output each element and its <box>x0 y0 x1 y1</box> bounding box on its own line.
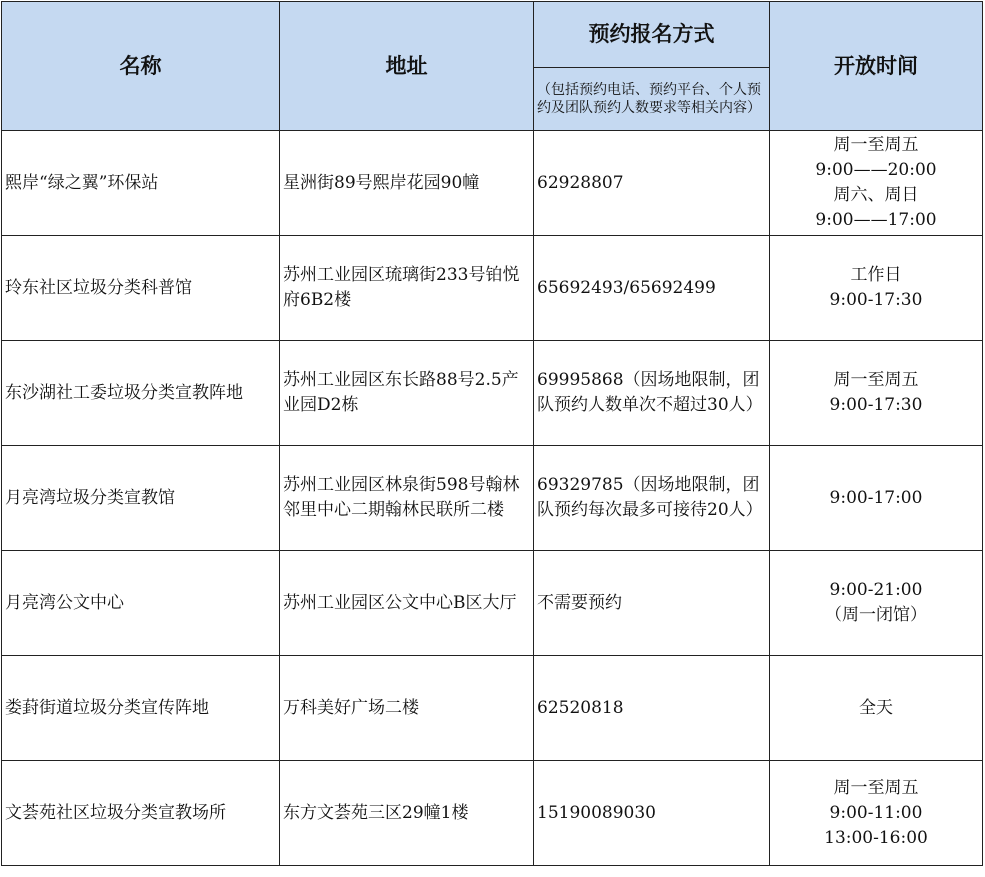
header-address: 地址 <box>280 2 534 131</box>
cell-address: 苏州工业园区公文中心B区大厅 <box>280 551 534 656</box>
cell-booking: 不需要预约 <box>534 551 770 656</box>
header-hours: 开放时间 <box>770 2 983 131</box>
table-row <box>2 341 983 446</box>
cell-address: 苏州工业园区东长路88号2.5产业园D2栋 <box>280 341 534 446</box>
cell-address: 苏州工业园区林泉街598号翰林邻里中心二期翰林民联所二楼 <box>280 446 534 551</box>
hours-line: 周六、周日 <box>833 185 919 205</box>
hours-line: 9:00-17:30 <box>829 395 923 415</box>
cell-name: 月亮湾垃圾分类宣教馆 <box>2 446 280 551</box>
hours-line: 周一至周五 <box>833 370 919 390</box>
cell-hours <box>770 761 983 866</box>
cell-booking: 15190089030 <box>534 761 770 866</box>
cell-booking: 65692493/65692499 <box>534 236 770 341</box>
cell-booking: 69329785（因场地限制，团队预约每次最多可接待20人） <box>534 446 770 551</box>
cell-name: 娄葑街道垃圾分类宣传阵地 <box>2 656 280 761</box>
table-row <box>2 131 983 236</box>
header-booking-note: （包括预约电话、预约平台、个人预约及团队预约人数要求等相关内容） <box>534 68 770 131</box>
cell-booking: 62520818 <box>534 656 770 761</box>
cell-name: 玲东社区垃圾分类科普馆 <box>2 236 280 341</box>
hours-line: 9:00-17:30 <box>829 290 923 310</box>
cell-address: 万科美好广场二楼 <box>280 656 534 761</box>
cell-name: 熙岸“绿之翼”环保站 <box>2 131 280 236</box>
cell-name: 文荟苑社区垃圾分类宣教场所 <box>2 761 280 866</box>
cell-booking: 62928807 <box>534 131 770 236</box>
header-name: 名称 <box>2 2 280 131</box>
hours-line: 9:00——20:00 <box>815 160 937 180</box>
cell-booking: 69995868（因场地限制，团队预约人数单次不超过30人） <box>534 341 770 446</box>
cell-name: 东沙湖社工委垃圾分类宣教阵地 <box>2 341 280 446</box>
table-row <box>2 761 983 866</box>
cell-hours <box>770 236 983 341</box>
hours-line: 全天 <box>859 697 893 718</box>
hours-line: 周一至周五 <box>833 777 919 798</box>
header-booking: 预约报名方式 <box>534 2 770 68</box>
table-row <box>2 446 983 551</box>
hours-line: 13:00-16:00 <box>824 827 928 848</box>
cell-hours <box>770 551 983 656</box>
cell-address: 苏州工业园区琉璃街233号铂悦府6B2楼 <box>280 236 534 341</box>
table-row <box>2 656 983 761</box>
hours-line: 9:00-21:00 <box>829 580 923 600</box>
venue-table <box>1 1 983 866</box>
cell-hours <box>770 656 983 761</box>
table-row <box>2 236 983 341</box>
cell-name: 月亮湾公文中心 <box>2 551 280 656</box>
hours-line: 9:00-17:00 <box>829 487 923 508</box>
hours-line: 9:00——17:00 <box>815 210 937 230</box>
cell-hours <box>770 446 983 551</box>
cell-hours <box>770 131 983 236</box>
hours-line: 工作日 <box>850 265 902 285</box>
cell-address: 东方文荟苑三区29幢1楼 <box>280 761 534 866</box>
cell-hours <box>770 341 983 446</box>
hours-line: （周一闭馆） <box>825 605 927 625</box>
hours-line: 9:00-11:00 <box>829 802 923 823</box>
cell-address: 星洲街89号熙岸花园90幢 <box>280 131 534 236</box>
hours-line: 周一至周五 <box>833 135 919 155</box>
table-row <box>2 551 983 656</box>
